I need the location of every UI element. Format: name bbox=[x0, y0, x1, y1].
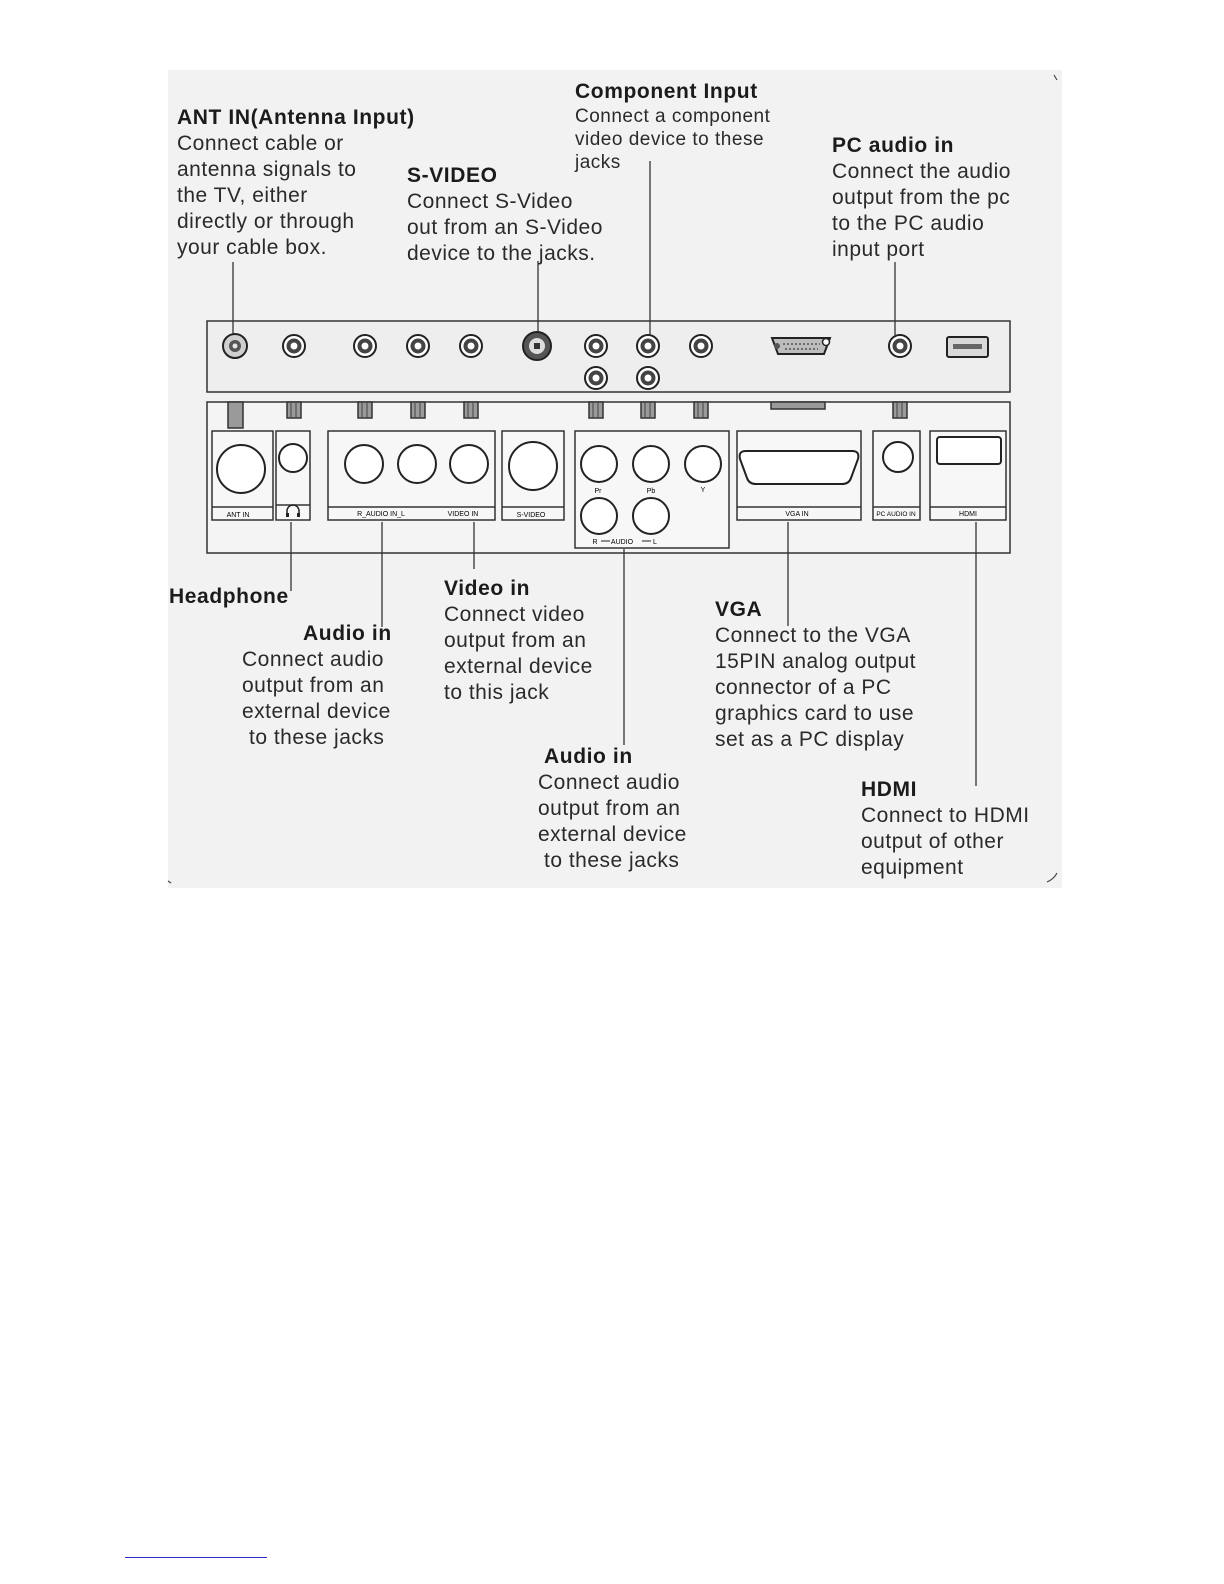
component-pr-jack bbox=[585, 335, 607, 357]
pc-audio-in-label: PC AUDIO IN bbox=[876, 511, 916, 518]
component-line: Connect a component bbox=[575, 106, 771, 127]
ant-in-line: your cable box. bbox=[177, 236, 327, 259]
ant-in-line: the TV, either bbox=[177, 184, 308, 207]
s-video-panel-label: S-VIDEO bbox=[516, 512, 546, 519]
vga-in-label: VGA IN bbox=[785, 511, 809, 518]
headphone-callout bbox=[169, 584, 289, 610]
top-panel bbox=[207, 321, 1010, 392]
component-title: Component Input bbox=[575, 80, 758, 103]
video-in-line: to this jack bbox=[444, 681, 550, 704]
audio-in-left-line: to these jacks bbox=[249, 726, 385, 749]
vga-line: Connect to the VGA bbox=[715, 624, 911, 647]
component-pb-jack bbox=[637, 335, 659, 357]
footer-rule bbox=[125, 1557, 267, 1558]
hdmi-line: Connect to HDMI bbox=[861, 804, 1030, 827]
hdmi-box bbox=[930, 431, 1006, 520]
component-box bbox=[575, 431, 729, 548]
component-audio-r-jack bbox=[585, 367, 607, 389]
av-in-box bbox=[328, 431, 495, 520]
audio-label: AUDIO bbox=[610, 539, 634, 546]
hdmi-port bbox=[947, 337, 988, 357]
headphone-box bbox=[276, 431, 310, 520]
pc-audio-callout bbox=[832, 133, 1011, 263]
l-label: L bbox=[653, 539, 657, 546]
headphone-jack bbox=[283, 335, 305, 357]
pc-audio-line: to the PC audio bbox=[832, 212, 985, 235]
video-in-line: Connect video bbox=[444, 603, 585, 626]
video-in-line: output from an bbox=[444, 629, 587, 652]
audio-in-center-line: Connect audio bbox=[538, 771, 680, 794]
audio-in-center-line: output from an bbox=[538, 797, 681, 820]
audio-r-jack bbox=[354, 335, 376, 357]
component-line: jacks bbox=[575, 152, 621, 173]
audio-in-center-callout bbox=[538, 744, 687, 874]
s-video-callout bbox=[407, 163, 603, 267]
ant-in-line: Connect cable or bbox=[177, 132, 344, 155]
ant-in-callout bbox=[177, 105, 415, 261]
s-video-line: device to the jacks. bbox=[407, 242, 596, 265]
s-video-box bbox=[502, 431, 564, 520]
audio-in-left-title: Audio in bbox=[303, 622, 392, 645]
video-in-callout bbox=[444, 576, 593, 706]
ant-in-box bbox=[212, 431, 273, 520]
s-video-title: S-VIDEO bbox=[407, 164, 498, 187]
vga-line: graphics card to use bbox=[715, 702, 915, 725]
y-label: Y bbox=[700, 487, 706, 494]
video-in-jack bbox=[460, 335, 482, 357]
pc-audio-line: output from the pc bbox=[832, 186, 1011, 209]
pc-audio-title: PC audio in bbox=[832, 134, 955, 157]
pc-audio-line: Connect the audio bbox=[832, 160, 1011, 183]
video-in-title: Video in bbox=[444, 577, 531, 600]
vga-title: VGA bbox=[715, 598, 763, 621]
video-in-panel-label: VIDEO IN bbox=[447, 511, 479, 518]
vga-line: set as a PC display bbox=[715, 728, 905, 751]
pr-label: Pr bbox=[594, 488, 602, 495]
audio-in-center-title: Audio in bbox=[544, 745, 633, 768]
ant-in-line: directly or through bbox=[177, 210, 355, 233]
pb-label: Pb bbox=[646, 488, 656, 495]
s-video-line: Connect S-Video bbox=[407, 190, 573, 213]
vga-line: 15PIN analog output bbox=[715, 650, 916, 673]
hdmi-line: output of other bbox=[861, 830, 1004, 853]
audio-in-panel-label: R_AUDIO IN_L bbox=[357, 511, 405, 518]
hdmi-line: equipment bbox=[861, 856, 964, 879]
pc-audio-line: input port bbox=[832, 238, 925, 261]
pc-audio-jack bbox=[889, 335, 911, 357]
audio-in-left-line: external device bbox=[242, 700, 391, 723]
hdmi-title: HDMI bbox=[861, 778, 918, 801]
video-in-line: external device bbox=[444, 655, 593, 678]
audio-in-center-line: external device bbox=[538, 823, 687, 846]
component-callout bbox=[575, 79, 770, 174]
ant-in-line: antenna signals to bbox=[177, 158, 357, 181]
audio-l-jack bbox=[407, 335, 429, 357]
hdmi-callout bbox=[861, 777, 1030, 881]
pc-audio-box bbox=[873, 431, 920, 520]
component-line: video device to these bbox=[575, 129, 765, 150]
audio-in-left-line: output from an bbox=[242, 674, 385, 697]
r-label: R bbox=[592, 539, 598, 546]
component-audio-l-jack bbox=[637, 367, 659, 389]
ant-in-jack bbox=[223, 334, 247, 358]
headphone-title: Headphone bbox=[169, 585, 289, 608]
ant-in-title: ANT IN(Antenna Input) bbox=[177, 106, 415, 129]
s-video-line: out from an S-Video bbox=[407, 216, 603, 239]
vga-line: connector of a PC bbox=[715, 676, 892, 699]
component-y-jack bbox=[690, 335, 712, 357]
ant-in-label: ANT IN bbox=[226, 512, 250, 519]
audio-in-center-line: to these jacks bbox=[544, 849, 680, 872]
s-video-jack bbox=[523, 332, 551, 360]
audio-in-left-callout bbox=[242, 621, 392, 751]
hdmi-panel-label: HDMI bbox=[959, 511, 977, 518]
vga-port bbox=[772, 338, 830, 354]
vga-box bbox=[737, 431, 861, 520]
audio-in-left-line: Connect audio bbox=[242, 648, 384, 671]
vga-callout bbox=[715, 597, 916, 753]
